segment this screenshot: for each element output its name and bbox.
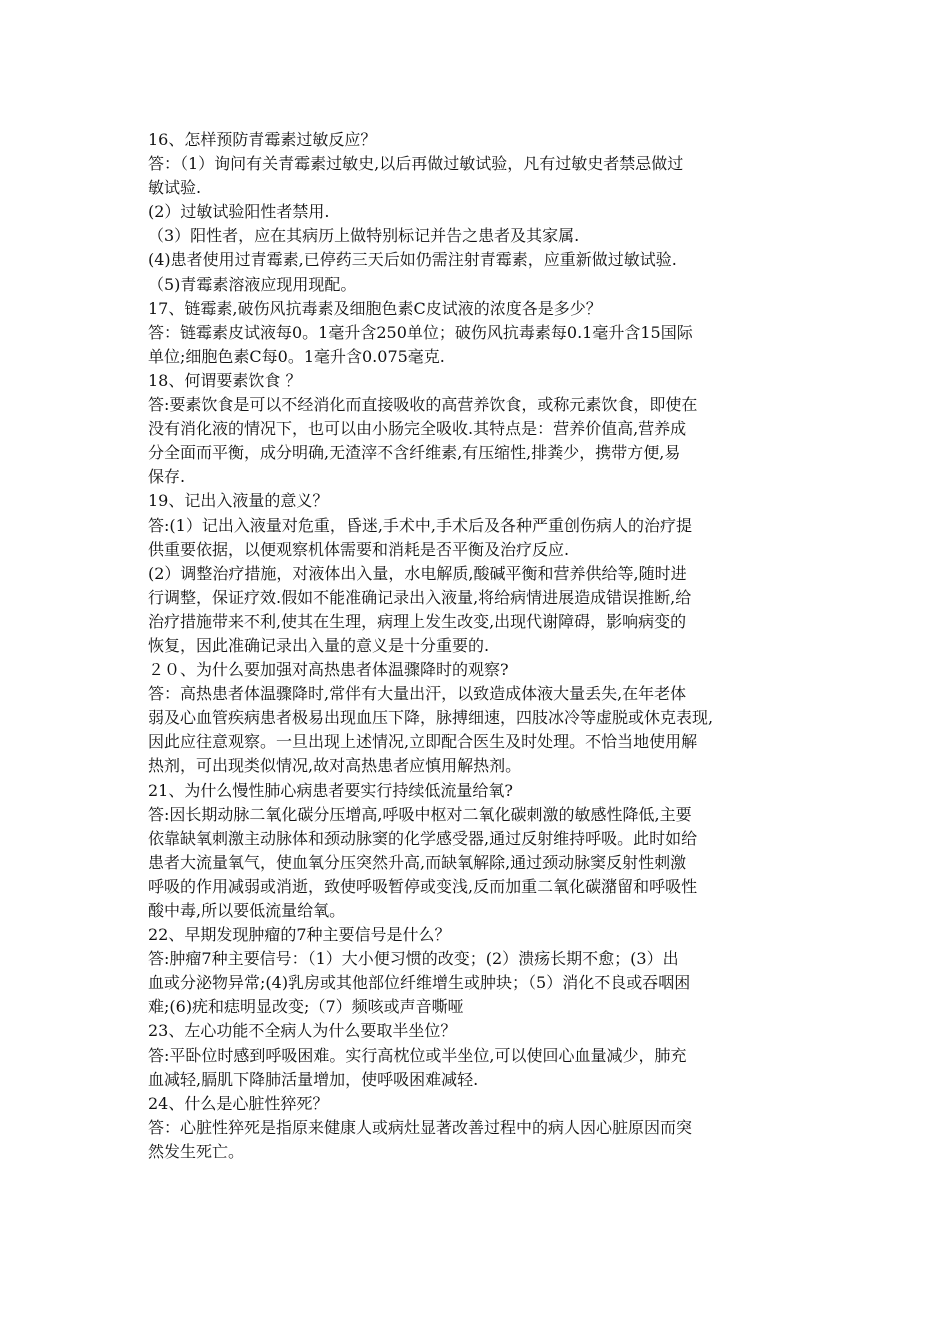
q19-answer-line: (2）调整治疗措施，对液体出入量，水电解质,酸碱平衡和营养供给等,随时进 (148, 563, 687, 583)
q16-answer-line: 答：（1）询问有关青霉素过敏史,以后再做过敏试验，凡有过敏史者禁忌做过 (148, 154, 684, 174)
q24-answer-line: 答：心脏性猝死是指原来健康人或病灶显著改善过程中的病人因心脏原因而突 (148, 1117, 693, 1137)
q19-answer-line: 答:(1）记出入液量对危重，昏迷,手术中,手术后及各种严重创伤病人的治疗提 (148, 515, 692, 535)
q20-answer-line: 因此应往意观察。一旦出现上述情况,立即配合医生及时处理。不恰当地使用解 (148, 732, 698, 752)
q22-title: 22、早期发现肿瘤的7种主要信号是什么？ (148, 925, 451, 945)
q18-title: 18、何谓要素饮食 ？ (148, 370, 302, 390)
q21-answer-line: 呼吸的作用减弱或消逝，致使呼吸暂停或变浅,反而加重二氧化碳潴留和呼吸性 (148, 876, 698, 896)
q22-answer-line: 血或分泌物异常;(4)乳房或其他部位纤维增生或肿块；（5）消化不良或吞咽困 (148, 973, 691, 993)
q21-answer-line: 答:因长期动脉二氧化碳分压增高,呼吸中枢对二氧化碳刺激的敏感性降低,主要 (148, 804, 692, 824)
q20-answer-line: 热剂，可出现类似情况,故对高热患者应慎用解热剂。 (148, 756, 522, 776)
q16-answer-line: 敏试验. (148, 178, 202, 198)
q16-answer-line: （5)青霉素溶液应现用现配。 (148, 274, 357, 294)
q22-answer-line: 答:肿瘤7种主要信号：（1）大小便习惯的改变；(2）溃疡长期不愈；(3）出 (148, 949, 679, 969)
q22-answer-line: 难;(6)疣和痣明显改变;（7）频咳或声音嘶哑 (148, 997, 464, 1017)
q17-title: 17、链霉素,破伤风抗毒素及细胞色素C皮试液的浓度各是多少？ (148, 298, 602, 318)
q23-title: 23、左心功能不全病人为什么要取半坐位？ (148, 1021, 457, 1041)
q24-title: 24、什么是心脏性猝死？ (148, 1093, 329, 1113)
document-body (148, 128, 828, 1164)
q19-answer-line: 治疗措施带来不利,使其在生理，病理上发生改变,出现代谢障碍，影响病变的 (148, 611, 687, 631)
q21-title: 21、为什么慢性肺心病患者要实行持续低流量给氧? (148, 780, 513, 800)
q24-answer-line: 然发生死亡。 (148, 1141, 245, 1161)
q18-answer-line: 保存. (148, 467, 186, 487)
q19-title: 19、记出入液量的意义？ (148, 491, 329, 511)
q20-answer-line: 答：高热患者体温骤降时,常伴有大量出汗，以致造成体液大量丢失,在年老体 (148, 684, 687, 704)
q19-answer-line: 行调整，保证疗效.假如不能准确记录出入液量,将给病情进展造成错误推断,给 (148, 587, 692, 607)
q23-answer-line: 血减轻,膈肌下降肺活量增加，使呼吸困难减轻. (148, 1069, 479, 1089)
q20-answer-line: 弱及心血管疾病患者极易出现血压下降，脉搏细速，四肢冰冷等虚脱或休克表现, (148, 708, 714, 728)
q19-answer-line: 恢复，因此准确记录出入量的意义是十分重要的. (148, 635, 490, 655)
q21-answer-line: 酸中毒,所以要低流量给氧。 (148, 901, 346, 920)
q16-answer-line: （3）阳性者，应在其病历上做特别标记并告之患者及其家属. (148, 226, 580, 246)
q17-answer-line: 单位;细胞色素C每0。1毫升含0.075毫克. (148, 346, 445, 366)
q23-answer-line: 答:平卧位时感到呼吸困难。实行高枕位或半坐位,可以使回心血量减少，肺充 (148, 1045, 687, 1065)
q16-answer-line: (4)患者使用过青霉素,已停药三天后如仍需注射青霉素，应重新做过敏试验. (148, 250, 677, 270)
q20-title: ２０、为什么要加强对高热患者体温骤降时的观察? (148, 660, 509, 680)
q16-answer-line: (2）过敏试验阳性者禁用. (148, 202, 330, 222)
q19-answer-line: 供重要依据，以便观察机体需要和消耗是否平衡及治疗反应. (148, 539, 570, 559)
q18-answer-line: 分全面而平衡，成分明确,无渣滓不含纤维素,有压缩性,排粪少，携带方便,易 (148, 443, 681, 463)
q21-answer-line: 患者大流量氧气，使血氧分压突然升高,而缺氧解除,通过颈动脉窦反射性刺激 (148, 852, 687, 872)
q16-title: 16、怎样预防青霉素过敏反应？ (148, 130, 377, 149)
q18-answer-line: 答:要素饮食是可以不经消化而直接吸收的高营养饮食，或称元素饮食，即使在 (148, 395, 698, 415)
q18-answer-line: 没有消化液的情况下，也可以由小肠完全吸收.其特点是：营养价值高,营养成 (148, 419, 687, 439)
q17-answer-line: 答：链霉素皮试液每0。1毫升含250单位；破伤风抗毒素每0.1毫升含15国际 (148, 322, 693, 342)
q21-answer-line: 依靠缺氧刺激主动脉体和颈动脉窦的化学感受器,通过反射维持呼吸。此时如给 (148, 828, 698, 848)
